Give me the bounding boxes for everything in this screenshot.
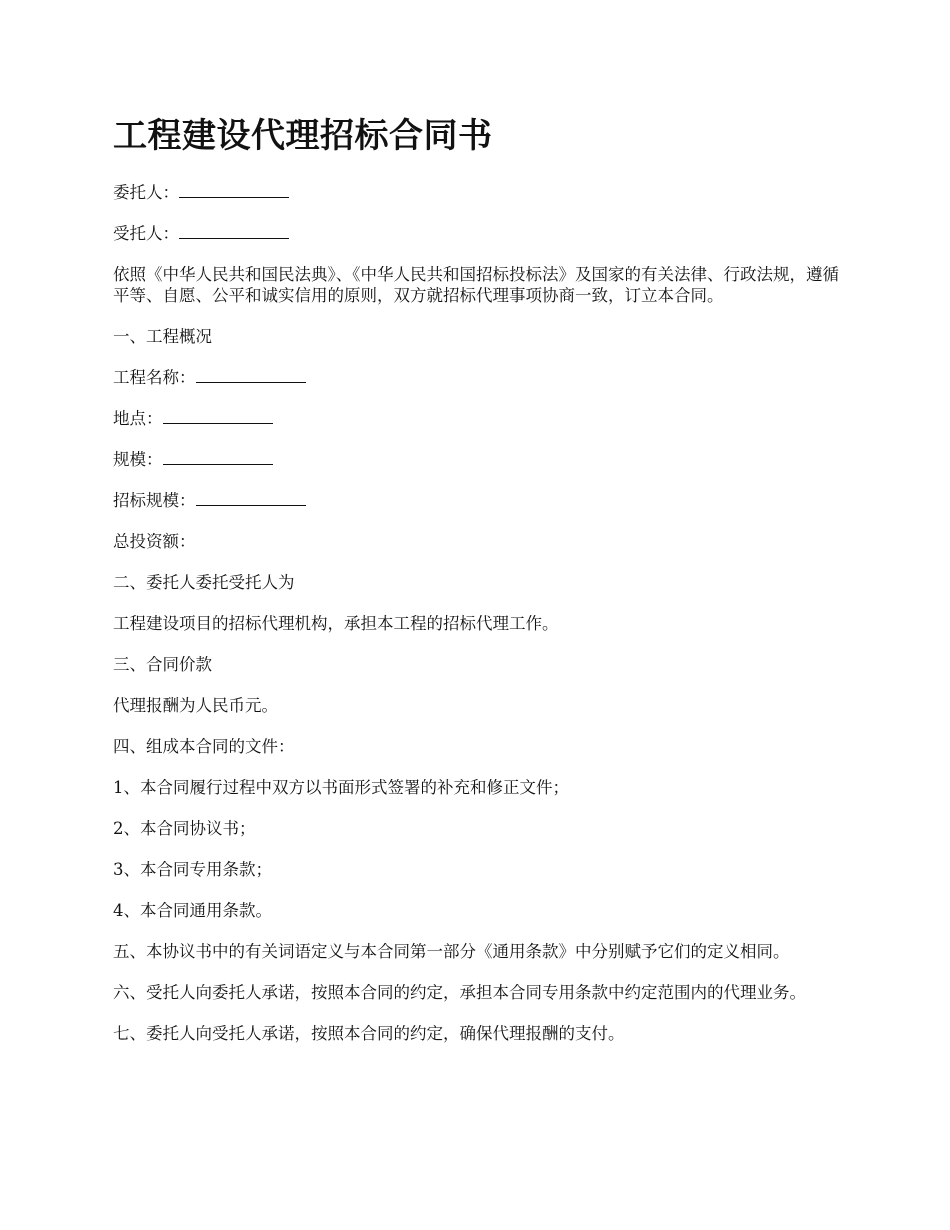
client-blank-line — [179, 182, 289, 198]
section-1-heading: 一、工程概况 — [113, 327, 212, 346]
agent-blank-line — [179, 223, 289, 239]
contract-document-item-4: 4、本合同通用条款。 — [113, 901, 272, 920]
preamble-paragraph: 依照《中华人民共和国民法典》、《中华人民共和国招标投标法》及国家的有关法律、行政法规，遵循平等、自愿、公平和诚实信用的原则，双方就招标代理事项协商一致，订立本合同。 — [113, 265, 839, 305]
document-title: 工程建设代理招标合同书 — [113, 116, 493, 156]
client-field — [113, 182, 843, 203]
project-name-field — [113, 367, 843, 388]
section-2-body: 工程建设项目的招标代理机构，承担本工程的招标代理工作。 — [113, 614, 559, 633]
project-name-blank-line — [196, 367, 306, 383]
section-2-heading: 二、委托人委托受托人为 — [113, 573, 295, 592]
scale-blank-line — [163, 449, 273, 465]
client-label: 委托人： — [113, 183, 179, 202]
tender-scale-field — [113, 490, 843, 511]
scale-field — [113, 449, 843, 470]
agent-label: 受托人： — [113, 224, 179, 243]
section-4-heading: 四、组成本合同的文件： — [113, 737, 295, 756]
contract-document-item-3: 3、本合同专用条款； — [113, 860, 272, 879]
contract-document-item-1: 1、本合同履行过程中双方以书面形式签署的补充和修正文件； — [113, 778, 569, 797]
contract-document-item-2: 2、本合同协议书； — [113, 819, 256, 838]
document-page — [113, 112, 843, 1064]
tender-scale-blank-line — [196, 490, 306, 506]
location-field — [113, 408, 843, 429]
section-6-paragraph: 六、受托人向委托人承诺，按照本合同的约定，承担本合同专用条款中约定范围内的代理业务。 — [113, 983, 806, 1002]
section-3-heading: 三、合同价款 — [113, 655, 212, 674]
section-3-body: 代理报酬为人民币元。 — [113, 696, 278, 715]
tender-scale-label: 招标规模： — [113, 491, 196, 510]
agent-field — [113, 223, 843, 244]
section-5-paragraph: 五、本协议书中的有关词语定义与本合同第一部分《通用条款》中分别赋予它们的定义相同。 — [113, 942, 790, 961]
section-7-paragraph: 七、委托人向受托人承诺，按照本合同的约定，确保代理报酬的支付。 — [113, 1024, 625, 1043]
location-label: 地点： — [113, 409, 163, 428]
scale-label: 规模： — [113, 450, 163, 469]
project-name-label: 工程名称： — [113, 368, 196, 387]
total-investment-label: 总投资额： — [113, 532, 196, 551]
location-blank-line — [163, 408, 273, 424]
